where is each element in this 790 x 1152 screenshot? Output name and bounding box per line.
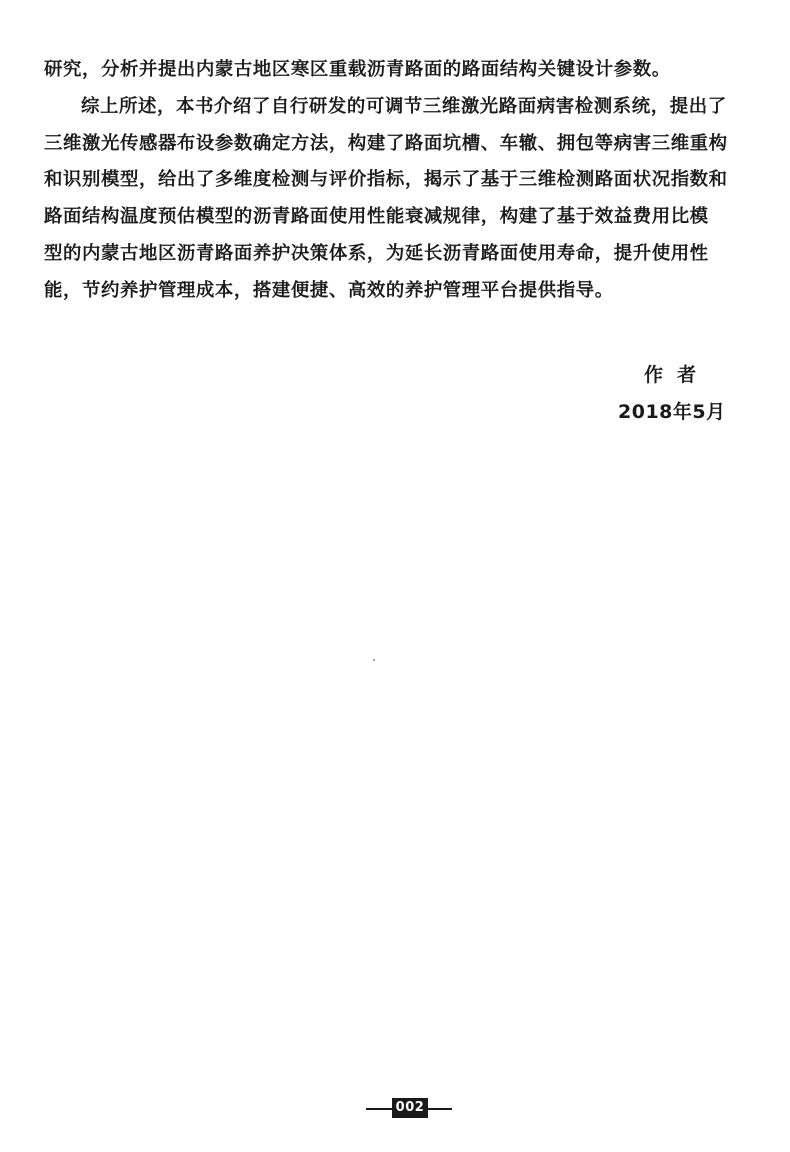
footer-rule-left — [366, 1108, 392, 1110]
page-footer — [362, 1098, 452, 1118]
paragraph-line: 路面结构温度预估模型的沥青路面使用性能衰减规律，构建了基于效益费用比模 — [44, 206, 709, 228]
paragraph-line: 型的内蒙古地区沥青路面养护决策体系，为延长沥青路面使用寿命，提升使用性 — [44, 242, 709, 264]
preface-body — [44, 52, 766, 346]
page-number: 002 — [392, 1098, 428, 1118]
author-label: 作者 — [644, 364, 711, 386]
paragraph-line: 综上所述，本书介绍了自行研发的可调节三维激光路面病害检测系统，提出了 — [81, 95, 727, 117]
footer-rule-right — [428, 1108, 452, 1110]
signature-date: 2018年5月 — [618, 401, 726, 423]
paragraph-line: 三维激光传感器布设参数确定方法，构建了路面坑槽、车辙、拥包等病害三维重构 — [44, 132, 728, 154]
paragraph-line: 能，节约养护管理成本，搭建便捷、高效的养护管理平台提供指导。 — [44, 279, 614, 301]
scan-speck — [373, 659, 375, 661]
paragraph-line: 研究，分析并提出内蒙古地区寒区重载沥青路面的路面结构关键设计参数。 — [44, 59, 671, 80]
paragraph-line: 和识别模型，给出了多维度检测与评价指标，揭示了基于三维检测路面状况指数和 — [44, 169, 728, 191]
paragraph-line — [44, 310, 766, 347]
